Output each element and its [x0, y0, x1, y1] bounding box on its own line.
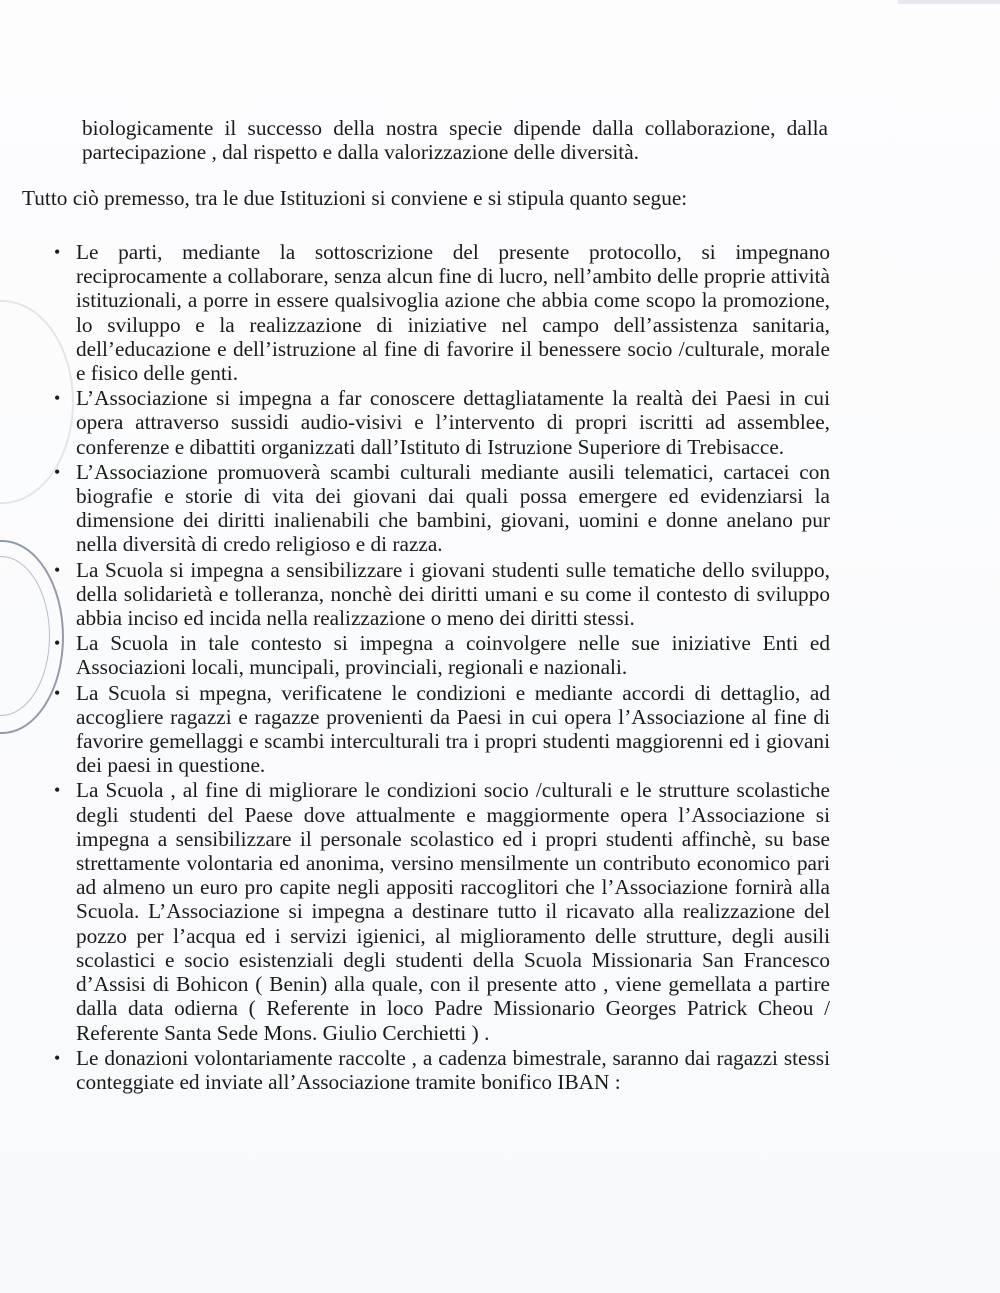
point-text: La Scuola si impegna a sensibilizzare i giovani studenti sulle tematiche dello sviluppo, della solidarietà e tolleranza, nonchè dei diritti umani e su come il contesto di sviluppo abbia inciso ed incida nella realizzazione o meno dei diritti stessi.: [76, 557, 830, 631]
list-item: [50, 631, 830, 679]
point-text: Le parti, mediante la sottoscrizione del presente protocollo, si impegnano reciprocamente a collaborare, senza alcun fine di lucro, nell’ambito delle proprie attività istituzionali, a porre in essere qualsivoglia azione che abbia come scopo la promozione, lo sviluppo e la realizzazione di iniziative nel campo dell’assistenza sanitaria, dell’educazione e dell’istruzione al fine di favorire il benessere socio /culturale, morale e fisico delle genti.: [76, 240, 830, 386]
point-text: L’Associazione si impegna a far conoscere dettagliatamente la realtà dei Paesi in cui opera attraverso sussidi audio-visivi e l’intervento di propri iscritti ad assemblee, conferenze e dibattiti organizzati dall’Istituto di Istruzione Superiore di Trebisacce.: [76, 386, 830, 459]
bullet-icon: •: [54, 633, 61, 654]
agreement-points-list: [50, 240, 830, 1095]
bullet-icon: •: [54, 559, 61, 580]
intro-paragraph: biologicamente il successo della nostra specie dipende dalla collaborazione, dalla partecipazione , dal rispetto e dalla valorizzazione delle diversità.: [82, 116, 828, 165]
bullet-icon: •: [54, 780, 61, 801]
point-text: La Scuola , al fine di migliorare le condizioni socio /culturali e le strutture scolastiche degli studenti del Paese dove attualmente e maggiormente opera l’Associazione si impegna a sensibilizzare il personale scolastico ed i propri studenti affinchè, su base strettamente volontaria ed anonima, versino mensilmente un contributo economico pari ad almeno un euro pro capite negli appositi raccoglitori che l’Associazione fornirà alla Scuola. L’Associazione si impegna a destinare tutto il ricavato alla realizzazione del pozzo per l’acqua ed i servizi igienici, al miglioramento delle strutture, degli ausili scolastici e socio esistenziali degli studenti della Scuola Missionaria San Francesco d’Assisi di Bohicon ( Benin) alla quale, con il presente atto , viene gemellata a partire dalla data odierna ( Referente in loco Padre Missionario Georges Patrick Cheou / Referente Santa Sede Mons. Giulio Cerchietti ) .: [76, 778, 830, 1045]
list-item: [50, 558, 830, 631]
bullet-icon: •: [54, 461, 61, 482]
list-item: [50, 460, 830, 557]
bullet-icon: •: [54, 1047, 61, 1068]
point-text: La Scuola si mpegna, verificatene le condizioni e mediante accordi di dettaglio, ad accogliere ragazzi e ragazze provenienti da Paesi in cui opera l’Associazione al fine di favorire gemellaggi e scambi interculturali tra i propri studenti maggiorenni ed i giovani dei paesi in questione.: [76, 680, 830, 778]
bullet-icon: •: [54, 682, 61, 703]
point-text: La Scuola in tale contesto si impegna a coinvolgere nelle sue iniziative Enti ed Associazioni locali, muncipali, provinciali, regionali e nazionali.: [76, 631, 830, 680]
bullet-icon: •: [54, 242, 61, 262]
scan-edge-mark: [898, 0, 1000, 4]
list-item: [50, 681, 830, 778]
bullet-icon: •: [54, 388, 61, 409]
point-text: L’Associazione promuoverà scambi culturali mediante ausili telematici, cartacei con biografie e storie di vita dei giovani dai quali possa emergere ed evidenziarsi la dimensione dei diritti inalienabili che bambini, giovani, uomini e donne anelano pur nella diversità di credo religioso e di razza.: [76, 459, 830, 557]
list-item: [50, 386, 830, 459]
list-item: [50, 778, 830, 1044]
premise-paragraph: Tutto ciò premesso, tra le due Istituzioni si conviene e si stipula quanto segue:: [22, 186, 688, 210]
point-text: Le donazioni volontariamente raccolte , a cadenza bimestrale, saranno dai ragazzi stessi conteggiate ed inviate all’Associazione tramite bonifico IBAN :: [76, 1045, 830, 1094]
list-item: [50, 240, 830, 385]
list-item: [50, 1046, 830, 1094]
